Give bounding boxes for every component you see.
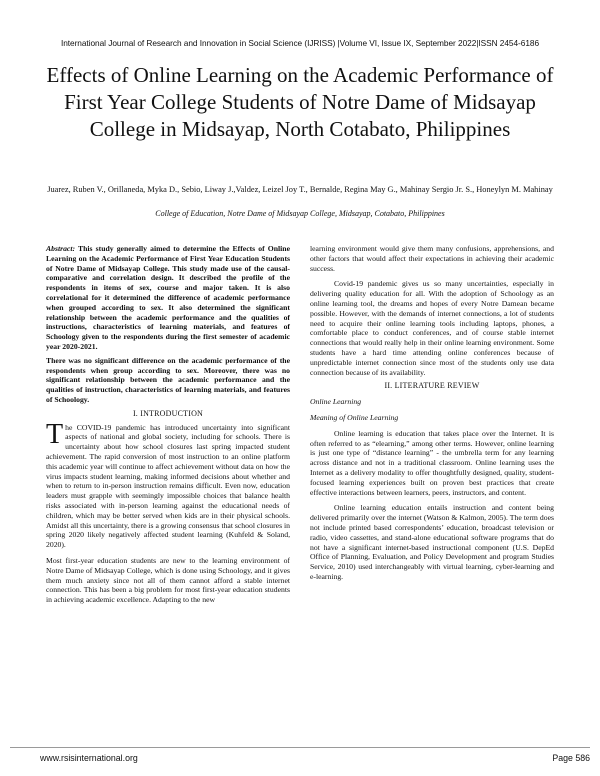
intro-text-1: he COVID-19 pandemic has introduced uncertainty into significant aspects of national and global society, including for schools. There is uncertainty about how school closures last spring impacted student achievement. The rapid conversion of most instruction to an online platform this academic year will continue to affect achievement without data on how the virus impacts student learning, making informed decisions about whether and when to return to in-person instruction remains difficult. Even now, education leaders must grapple with seemingly impossible choices that balance health risks associated with in-person learning against the educational needs of children, which may be better served when kids are in their physical schools. Amidst all this uncertainty, there is a growing consensus that school closures in spring 2020 likely negatively affected student learning (Kuhfeld & Soland, 2020).: [46, 422, 290, 550]
abstract-text-1: This study generally aimed to determine the Effects of Online Learning on the Academic Performance of First Year Education Students of Notre Dame of Midsayap College. This study made use of the causal-comparative and correlation design. It described the profile of the respondents in items of sex, course and major taken. It is also correlational for it determined the difference of academic performance when grouped according to sex. It also determined the significant relationship between the academic performance and the qualities of instructions, characteristics of learning materials, and features of Schoology given to the respondents during the first semester of academic year 2020-2021.: [46, 244, 290, 351]
abstract: [46, 244, 290, 405]
author-list: Juarez, Ruben V., Orillaneda, Myka D., Sebio, Liway J.,Valdez, Leizel Joy T., Bernalde, Regina May G., Mahinay Sergio Jr. S., Honeylyn M. Mahinay: [47, 185, 553, 194]
journal-header: International Journal of Research and Innovation in Social Science (IJRISS) |Volume VI, Issue IX, September 2022|ISSN 2454-6186: [60, 38, 540, 48]
drop-cap: T: [46, 418, 64, 450]
subheading-online-learning: Online Learning: [310, 397, 362, 407]
intro-paragraph-1: [46, 418, 290, 550]
abstract-paragraph-2: There was no significant difference on the academic performance of the respondents when group according to sex. Moreover, there was no significant relationship between the academic performance and the qualities of instruction, characteristics of learning materials, and features of Schoology.: [46, 355, 290, 404]
abstract-paragraph-1: [46, 244, 290, 352]
literature-paragraph-1: Online learning is education that takes place over the Internet. It is often referred to as “elearning,” among other terms. However, online learning is just one type of “distance learning” - the umbrella term for any learning across distance and not in a traditional classroom. Online learning uses the Internet as a delivery modality to offer thoughtfully designed, quality, student-focused learning experiences built on proven best practices that create effective interactions between learners, peers, instructors, and content.: [310, 428, 554, 497]
footer-website: www.rsisinternational.org: [40, 753, 138, 763]
paper-title: Effects of Online Learning on the Academic Performance of First Year College Students of Notre Dame of Midsayap College in Midsayap, North Cotabato, Philippines: [46, 63, 554, 141]
literature-review-heading: II. LITERATURE REVIEW: [384, 381, 480, 391]
abstract-label: Abstract:: [46, 244, 76, 253]
footer-page-number: Page 586: [552, 753, 590, 763]
intro-paragraph-2-continued: learning environment would give them many confusions, apprehensions, and other factors that would affect their expectations in achieving their academic success.: [310, 244, 554, 273]
subheading-meaning-of-online-learning: Meaning of Online Learning: [310, 412, 399, 422]
intro-paragraph-2: Most first-year education students are new to the learning environment of Notre Dame of Midsayap College, which is done using Schoology, and it gives them much anxiety since not all of them cannot afford a stable internet connection. This has been a big problem for most first-year education students in achieving academic excellence. Adapting to the new: [46, 555, 290, 605]
introduction-heading: I. INTRODUCTION: [132, 408, 204, 418]
left-column: [46, 244, 290, 605]
footer-divider: [10, 747, 590, 748]
right-column: [310, 244, 554, 582]
intro-paragraph-3: Covid-19 pandemic gives us so many uncertainties, especially in delivering quality education for all. With the adoption of Schoology as an online learning tool, the dreams and hopes of every Notre Damean became possible. However, with the demands of internet connections, a lot of students need to acquire their online learning tools including laptops, phones, a comfortable place to conduct conferences, and of course stable internet connections that would really help in their online learning environment. Some students have a hard time attending online conferences because of unpredictable internet connection since most of the students only use data connection because of its availability.: [310, 279, 554, 377]
affiliation: College of Education, Notre Dame of Midsayap College, Midsayap, Cotabato, Philippines: [155, 209, 445, 218]
literature-paragraph-2: Online learning education entails instruction and content being delivered primarily over the internet (Watson & Kalmon, 2005). The term does not include printed based correspondents’ education, broadcast television or radio, video cassettes, and stand-alone educational software programs that do not have a significant internet-based instructional component (U.S. DepEd Office of Planning, Evaluation, and Policy Development and program Studies Service, 2010) used interchangeably with virtual learning, cyber-learning and e-learning.: [310, 503, 554, 581]
